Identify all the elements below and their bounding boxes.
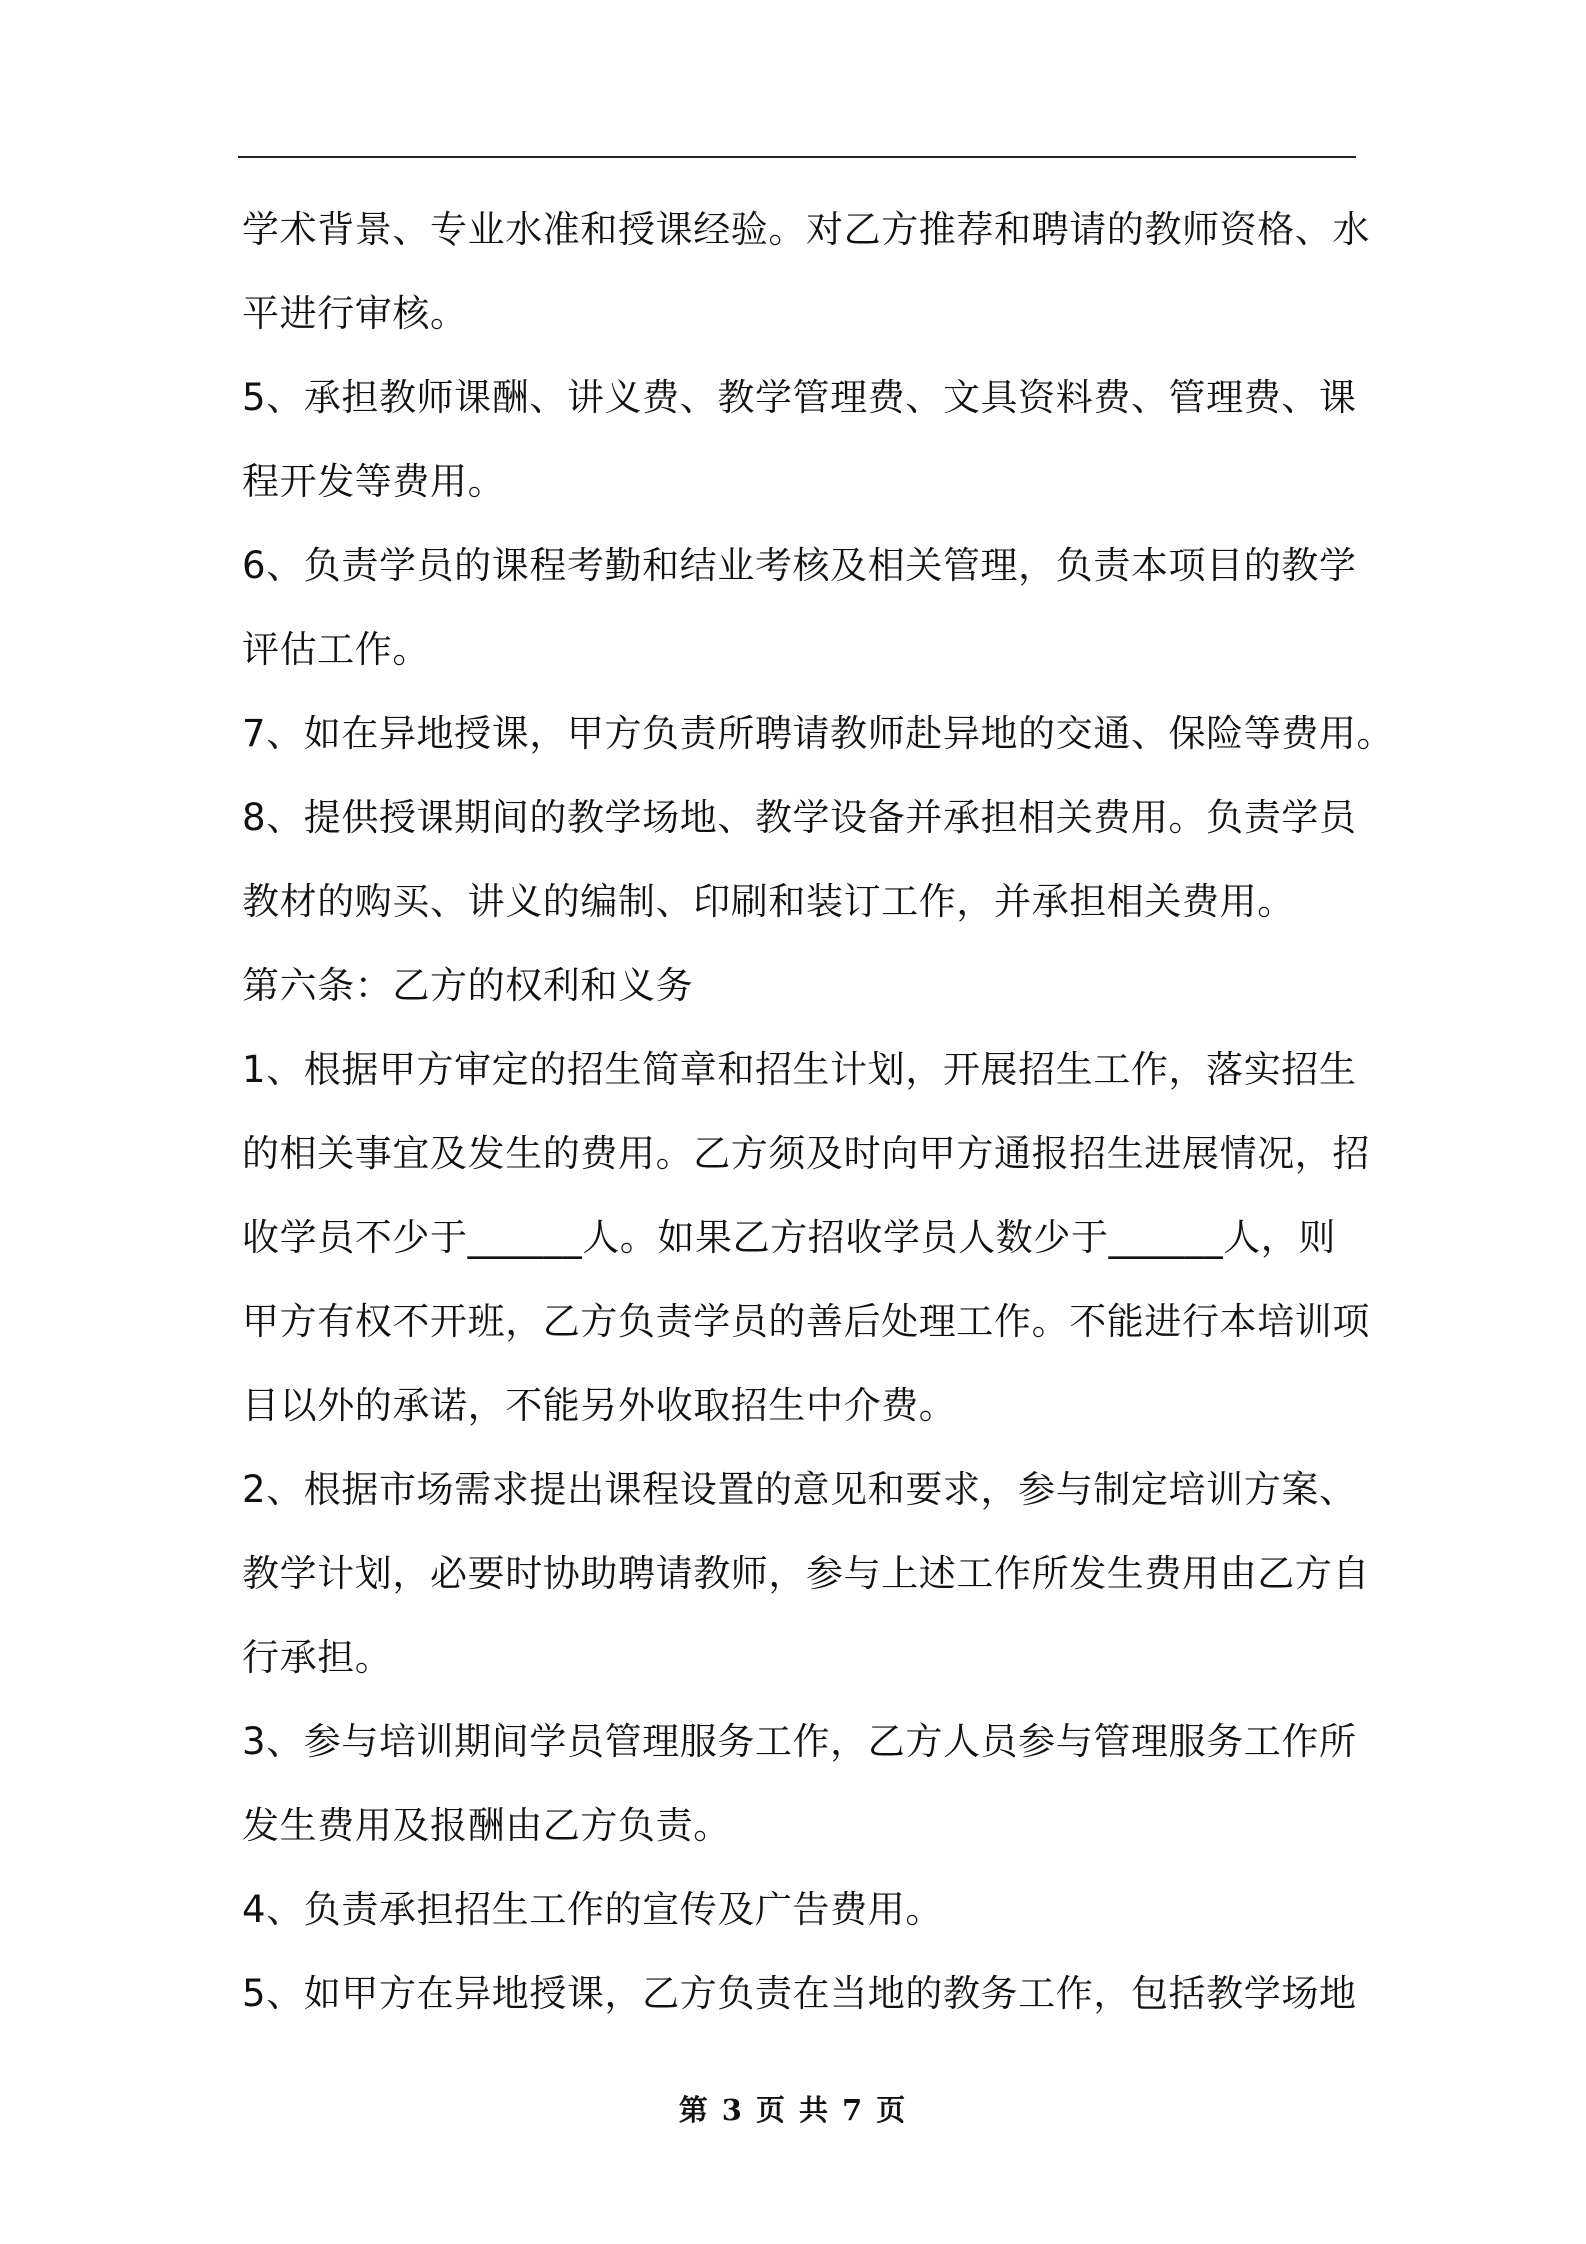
text-line: 发生费用及报酬由乙方负责。 xyxy=(242,1804,731,1847)
footer-word-ye: 页 xyxy=(755,2093,787,2127)
text-line: 行承担。 xyxy=(242,1636,393,1679)
header-divider xyxy=(238,156,1356,158)
text-line: 甲方有权不开班，乙方负责学员的善后处理工作。不能进行本培训项 xyxy=(242,1300,1370,1343)
text-line: 教材的购买、讲义的编制、印刷和装订工作，并承担相关费用。 xyxy=(242,880,1295,923)
text-line: 目以外的承诺，不能另外收取招生中介费。 xyxy=(242,1384,957,1427)
text-line: 7、如在异地授课，甲方负责所聘请教师赴异地的交通、保险等费用。 xyxy=(242,712,1395,755)
footer-word-di: 第 xyxy=(678,2093,710,2127)
footer-word-gong: 共 xyxy=(799,2093,831,2127)
text-line: 5、承担教师课酬、讲义费、教学管理费、文具资料费、管理费、课 xyxy=(242,376,1357,419)
current-page-number: 3 xyxy=(721,2093,744,2127)
text-line: 1、根据甲方审定的招生简章和招生计划，开展招生工作，落实招生 xyxy=(242,1048,1357,1091)
document-body xyxy=(242,188,1395,2036)
text-line: 2、根据市场需求提出课程设置的意见和要求，参与制定培训方案、 xyxy=(242,1468,1357,1511)
text-line: 8、提供授课期间的教学场地、教学设备并承担相关费用。负责学员 xyxy=(242,796,1357,839)
section-heading: 第六条：乙方的权利和义务 xyxy=(242,964,694,1007)
page-footer xyxy=(0,2088,1586,2129)
text-line: 4、负责承担招生工作的宣传及广告费用。 xyxy=(242,1888,943,1931)
total-page-count: 7 xyxy=(842,2093,865,2127)
text-line: 收学员不少于______人。如果乙方招收学员人数少于______人，则 xyxy=(242,1216,1336,1259)
text-line: 3、参与培训期间学员管理服务工作，乙方人员参与管理服务工作所 xyxy=(242,1720,1357,1763)
text-line: 平进行审核。 xyxy=(242,292,468,335)
text-line: 5、如甲方在异地授课，乙方负责在当地的教务工作，包括教学场地 xyxy=(242,1972,1357,2015)
text-line: 学术背景、专业水准和授课经验。对乙方推荐和聘请的教师资格、水 xyxy=(242,208,1370,251)
text-line: 6、负责学员的课程考勤和结业考核及相关管理，负责本项目的教学 xyxy=(242,544,1357,587)
text-line: 教学计划，必要时协助聘请教师，参与上述工作所发生费用由乙方自 xyxy=(242,1552,1370,1595)
text-line: 评估工作。 xyxy=(242,628,430,671)
footer-word-ye-2: 页 xyxy=(876,2093,908,2127)
text-line: 的相关事宜及发生的费用。乙方须及时向甲方通报招生进展情况，招 xyxy=(242,1132,1370,1175)
text-line: 程开发等费用。 xyxy=(242,460,506,503)
